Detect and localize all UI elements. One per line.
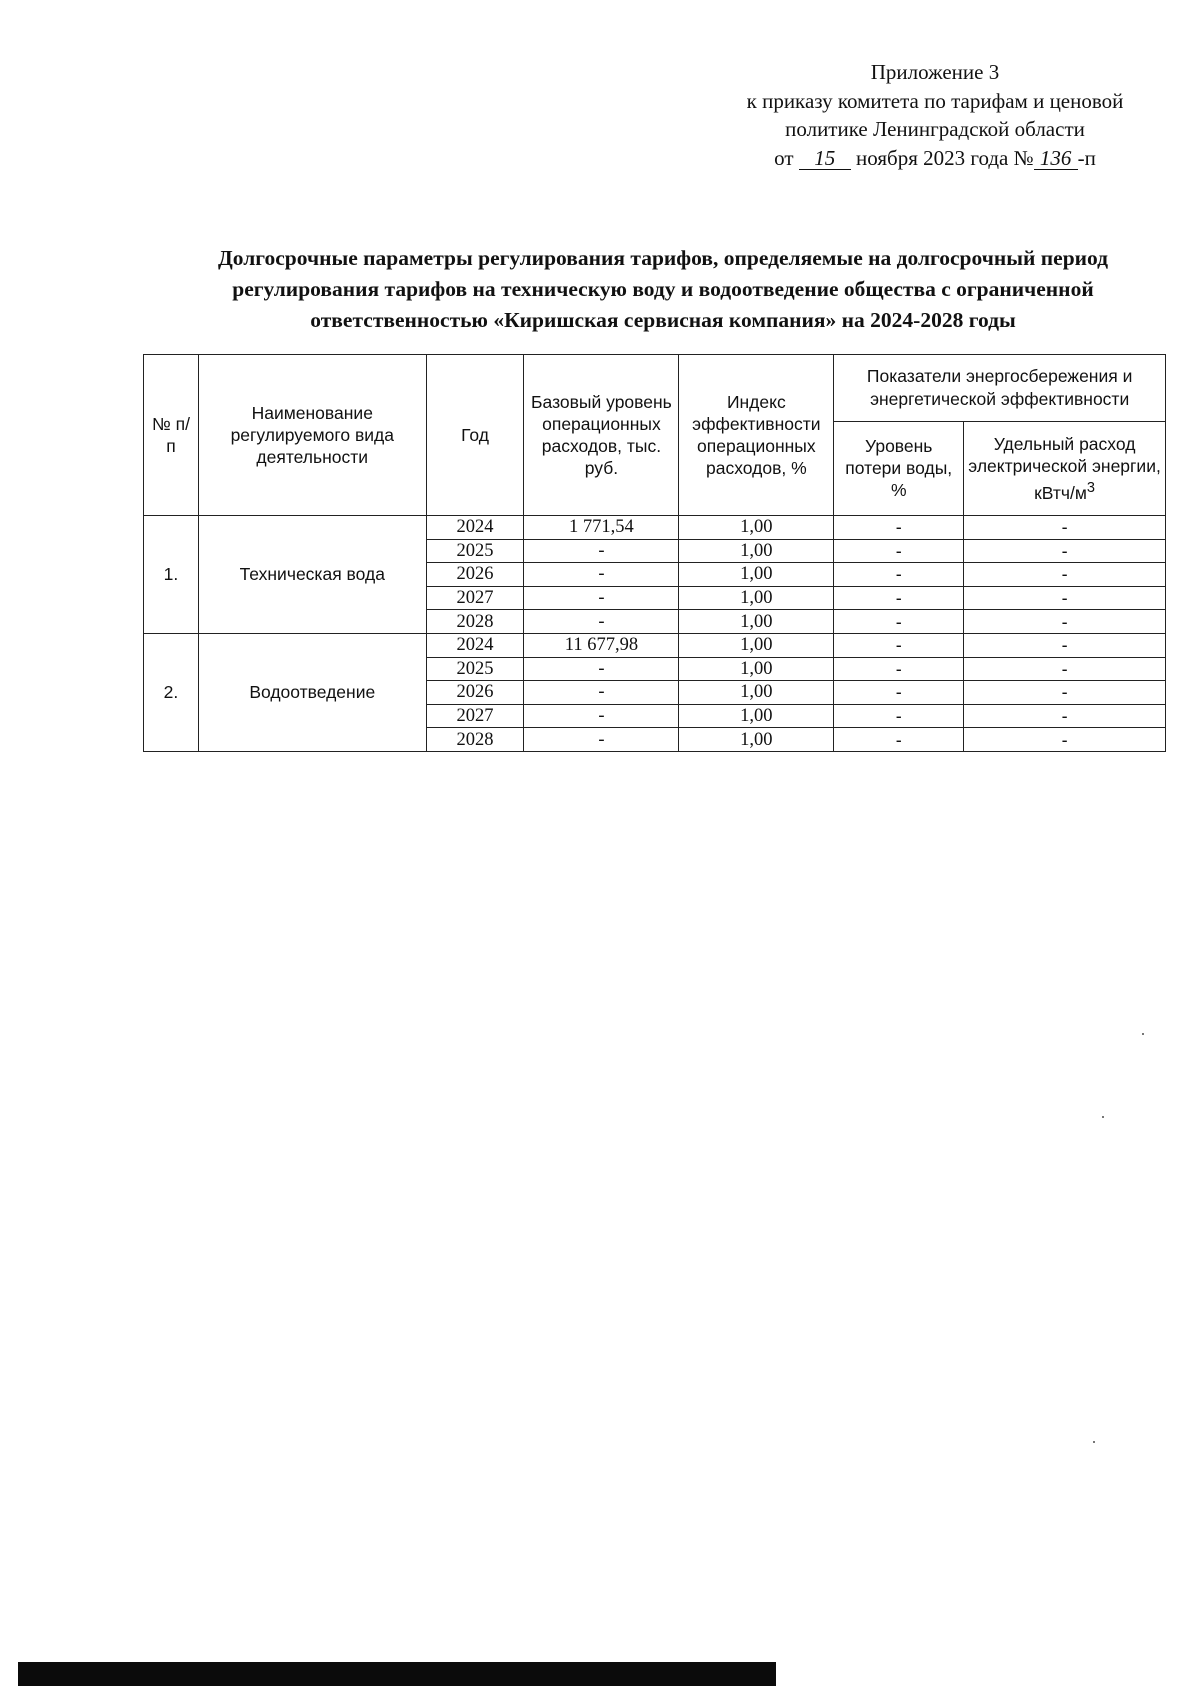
handwritten-day: 15 (799, 147, 851, 170)
scan-edge-shadow (18, 1662, 776, 1686)
cell-year: 2026 (426, 681, 524, 705)
cell-year: 2026 (426, 563, 524, 587)
group-number: 2. (144, 633, 199, 751)
cell-year: 2024 (426, 516, 524, 540)
cell-efficiency-index: 1,00 (679, 657, 834, 681)
cell-base-level: 1 771,54 (524, 516, 679, 540)
header-num: № п/п (144, 355, 199, 516)
cell-year: 2028 (426, 610, 524, 634)
header-base-level: Базовый уровень операционных расходов, тыс. руб. (524, 355, 679, 516)
cell-specific-consumption: - (964, 586, 1166, 610)
cell-efficiency-index: 1,00 (679, 516, 834, 540)
cell-base-level: - (524, 657, 679, 681)
group-activity-name: Водоотведение (198, 633, 426, 751)
title-line-1: Долгосрочные параметры регулирования тарифов, определяемые на долгосрочный период (217, 246, 1109, 270)
header-specific-consumption-label: Удельный расход электрической энергии, кВтч/м (968, 434, 1161, 503)
cell-specific-consumption: - (964, 633, 1166, 657)
cell-water-loss: - (834, 610, 964, 634)
cell-base-level: - (524, 586, 679, 610)
date-prefix: от (774, 145, 794, 170)
cell-water-loss: - (834, 704, 964, 728)
cell-year: 2028 (426, 728, 524, 752)
cell-specific-consumption: - (964, 681, 1166, 705)
title-line-3: ответственностью «Киришская сервисная компания» на 2024-2028 годы (310, 308, 1016, 332)
cell-specific-consumption: - (964, 610, 1166, 634)
header-energy-group: Показатели энергосбережения и энергетической эффективности (834, 355, 1166, 422)
cell-year: 2027 (426, 586, 524, 610)
cell-specific-consumption: - (964, 728, 1166, 752)
cell-specific-consumption: - (964, 516, 1166, 540)
cell-year: 2024 (426, 633, 524, 657)
handwritten-order-number: 136 (1034, 147, 1078, 170)
cell-year: 2025 (426, 657, 524, 681)
cell-specific-consumption: - (964, 704, 1166, 728)
scan-speck (1102, 1116, 1104, 1118)
scan-speck (1093, 1441, 1095, 1443)
cell-water-loss: - (834, 728, 964, 752)
cell-water-loss: - (834, 563, 964, 587)
scan-speck (1142, 1033, 1144, 1035)
cell-specific-consumption: - (964, 563, 1166, 587)
header-year: Год (426, 355, 524, 516)
cell-water-loss: - (834, 681, 964, 705)
appendix-date-line (700, 144, 1170, 173)
document-title (148, 243, 1178, 336)
header-specific-consumption-sup: 3 (1086, 480, 1096, 496)
cell-efficiency-index: 1,00 (679, 586, 834, 610)
order-suffix: -п (1077, 145, 1096, 170)
cell-efficiency-index: 1,00 (679, 728, 834, 752)
cell-efficiency-index: 1,00 (679, 633, 834, 657)
parameters-table (143, 354, 1166, 752)
cell-base-level: - (524, 610, 679, 634)
cell-base-level: - (524, 539, 679, 563)
appendix-order-ref: к приказу комитета по тарифам и ценовой (746, 88, 1124, 113)
cell-water-loss: - (834, 633, 964, 657)
cell-year: 2025 (426, 539, 524, 563)
cell-year: 2027 (426, 704, 524, 728)
header-activity: Наименование регулируемого вида деятельности (198, 355, 426, 516)
cell-base-level: - (524, 704, 679, 728)
cell-specific-consumption: - (964, 539, 1166, 563)
appendix-header (700, 58, 1170, 172)
cell-water-loss: - (834, 516, 964, 540)
cell-efficiency-index: 1,00 (679, 539, 834, 563)
group-activity-name: Техническая вода (198, 516, 426, 634)
appendix-authority: политике Ленинградской области (785, 117, 1085, 141)
cell-efficiency-index: 1,00 (679, 610, 834, 634)
table-row (144, 516, 1166, 540)
cell-base-level: - (524, 728, 679, 752)
cell-efficiency-index: 1,00 (679, 681, 834, 705)
cell-specific-consumption: - (964, 657, 1166, 681)
cell-efficiency-index: 1,00 (679, 563, 834, 587)
header-water-loss: Уровень потери воды, % (834, 421, 964, 515)
cell-water-loss: - (834, 657, 964, 681)
title-line-2: регулирования тарифов на техническую воду и водоотведение общества с ограниченной (232, 277, 1094, 301)
cell-base-level: - (524, 681, 679, 705)
date-rest: ноября 2023 года № (856, 145, 1034, 170)
appendix-number: Приложение 3 (870, 60, 1000, 84)
cell-water-loss: - (834, 539, 964, 563)
cell-efficiency-index: 1,00 (679, 704, 834, 728)
header-specific-consumption (964, 421, 1166, 515)
cell-water-loss: - (834, 586, 964, 610)
cell-base-level: - (524, 563, 679, 587)
cell-base-level: 11 677,98 (524, 633, 679, 657)
group-number: 1. (144, 516, 199, 634)
table-row (144, 633, 1166, 657)
header-efficiency-index: Индекс эффективности операционных расходов, % (679, 355, 834, 516)
